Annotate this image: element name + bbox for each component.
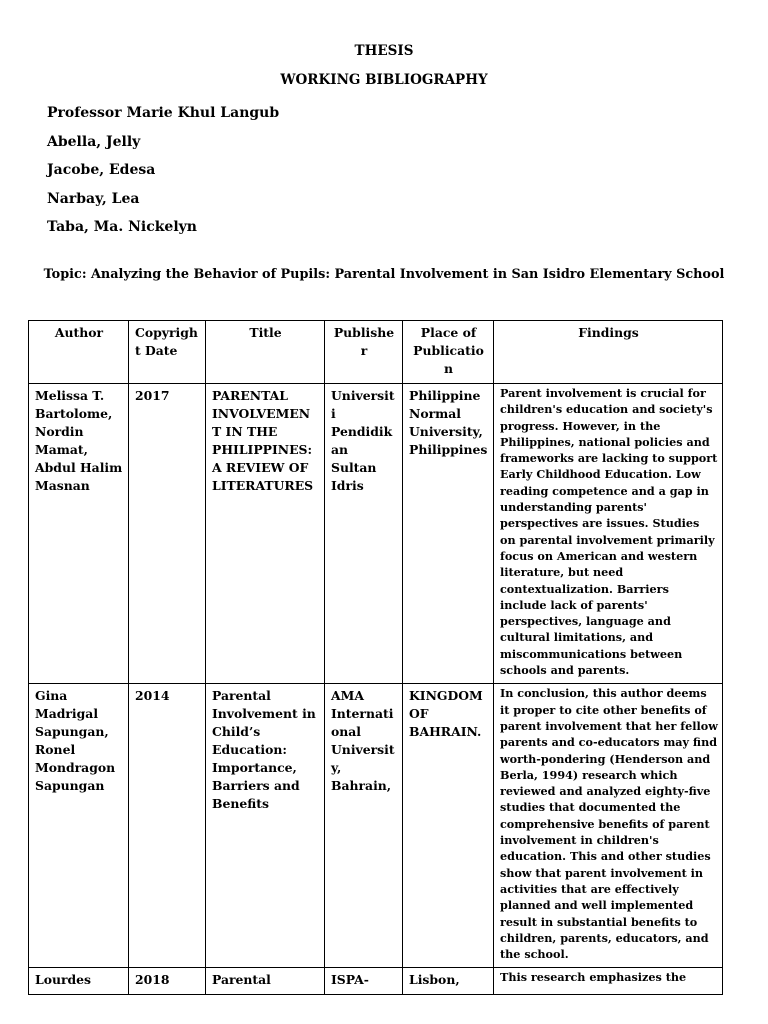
column-header-publisher: Publisher xyxy=(325,321,403,384)
cell-place: Philippine Normal University, Philippines xyxy=(403,384,494,684)
cell-findings: This research emphasizes the xyxy=(494,968,723,995)
cell-date: 2018 xyxy=(129,968,206,995)
cell-author: Lourdes xyxy=(29,968,129,995)
cell-publisher: ISPA- xyxy=(325,968,403,995)
cell-author: Melissa T. Bartolome, Nordin Mamat, Abdul Halim Masnan xyxy=(29,384,129,684)
document-subtitle: WORKING BIBLIOGRAPHY xyxy=(280,72,488,88)
people-list xyxy=(47,99,279,242)
professor-name: Professor Marie Khul Langub xyxy=(47,105,280,121)
cell-date: 2014 xyxy=(129,684,206,968)
table-header-row xyxy=(29,321,723,384)
cell-author: Gina Madrigal Sapungan, Ronel Mondragon Sapungan xyxy=(29,684,129,968)
column-header-place: Place of Publication xyxy=(403,321,494,384)
cell-place: Lisbon, xyxy=(403,968,494,995)
topic-line: Topic: Analyzing the Behavior of Pupils: Parental Involvement in San Isidro Elementary School xyxy=(43,267,725,282)
cell-place: KINGDOM OF BAHRAIN. xyxy=(403,684,494,968)
cell-title: Parental Involvement in Child’s Education: Importance, Barriers and Benefits xyxy=(206,684,325,968)
table-row xyxy=(29,684,723,968)
column-header-findings: Findings xyxy=(494,321,723,384)
cell-publisher: Universiti Pendidikan Sultan Idris xyxy=(325,384,403,684)
cell-findings: In conclusion, this author deems it proper to cite other benefits of parent involvement that her fellow parents and co-educators may find worth-pondering (Henderson and Berla, 1994) research which reviewed and analyzed eighty-five studies that documented the comprehensive benefits of parent involvement in children's education. This and other studies show that parent involvement in activities that are effectively planned and well implemented result in substantial benefits to children, parents, educators, and the school. xyxy=(494,684,723,968)
cell-publisher: AMA International University, Bahrain, xyxy=(325,684,403,968)
column-header-author: Author xyxy=(29,321,129,384)
member-name: Taba, Ma. Nickelyn xyxy=(47,219,197,235)
cell-findings: Parent involvement is crucial for children's education and society's progress. However, in the Philippines, national policies and frameworks are lacking to support Early Childhood Education. Low reading competence and a gap in understanding parents' perspectives are issues. Studies on parental involvement primarily focus on American and western literature, but need contextualization. Barriers include lack of parents' perspectives, language and cultural limitations, and miscommunications between schools and parents. xyxy=(494,384,723,684)
column-header-copyright-date: Copyright Date xyxy=(129,321,206,384)
cell-date: 2017 xyxy=(129,384,206,684)
member-name: Jacobe, Edesa xyxy=(47,162,156,178)
cell-title: PARENTAL INVOLVEMENT IN THE PHILIPPINES: A REVIEW OF LITERATURES xyxy=(206,384,325,684)
member-name: Narbay, Lea xyxy=(47,190,140,207)
member-name: Abella, Jelly xyxy=(47,133,141,150)
document-title: THESIS xyxy=(354,43,414,59)
table-row xyxy=(29,384,723,684)
bibliography-table xyxy=(28,320,723,995)
cell-title: Parental xyxy=(206,968,325,995)
table-row xyxy=(29,968,723,995)
column-header-title: Title xyxy=(206,321,325,384)
